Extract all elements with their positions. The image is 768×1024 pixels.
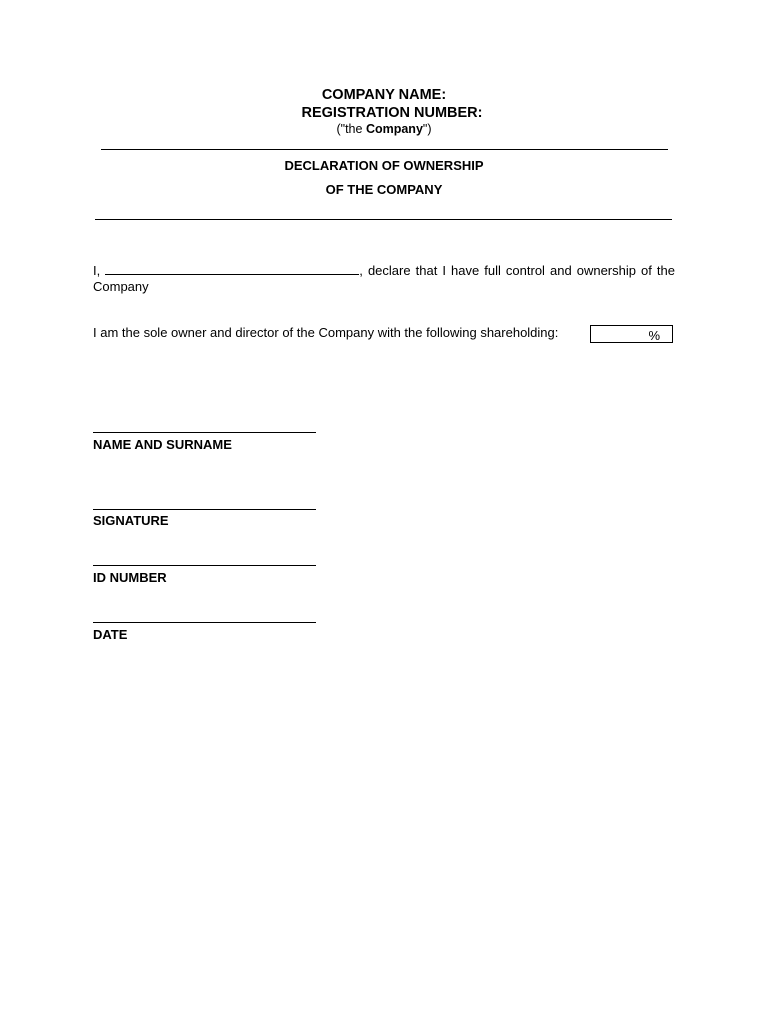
top-divider bbox=[101, 149, 668, 150]
declaration-suffix: , declare that I have full control and ownership of the Company bbox=[93, 263, 675, 294]
name-surname-label: NAME AND SURNAME bbox=[93, 437, 232, 452]
defined-term-close: ") bbox=[422, 122, 432, 136]
defined-term-line bbox=[0, 122, 768, 137]
signature-label: SIGNATURE bbox=[93, 513, 169, 528]
declaration-prefix: I, bbox=[93, 263, 106, 278]
company-name-label: COMPANY NAME: bbox=[321, 87, 447, 103]
shareholding-paragraph: I am the sole owner and director of the Company with the following shareholding: bbox=[93, 325, 559, 340]
shareholding-percentage-field[interactable] bbox=[590, 325, 673, 343]
bottom-divider bbox=[95, 219, 672, 220]
id-number-label: ID NUMBER bbox=[93, 570, 167, 585]
id-number-line[interactable] bbox=[93, 565, 316, 566]
date-label: DATE bbox=[93, 627, 128, 642]
percent-sign: % bbox=[648, 328, 660, 343]
registration-number-label: REGISTRATION NUMBER: bbox=[301, 105, 483, 121]
signature-line[interactable] bbox=[93, 509, 316, 510]
name-surname-line[interactable] bbox=[93, 432, 316, 433]
declaration-paragraph bbox=[93, 263, 675, 294]
defined-term-open: ("the bbox=[336, 122, 366, 136]
declarant-name-blank[interactable] bbox=[105, 263, 359, 275]
declaration-title-line-1: DECLARATION OF OWNERSHIP bbox=[284, 158, 484, 173]
date-line[interactable] bbox=[93, 622, 316, 623]
defined-term: Company bbox=[365, 122, 423, 136]
declaration-title-line-2: OF THE COMPANY bbox=[325, 182, 443, 197]
